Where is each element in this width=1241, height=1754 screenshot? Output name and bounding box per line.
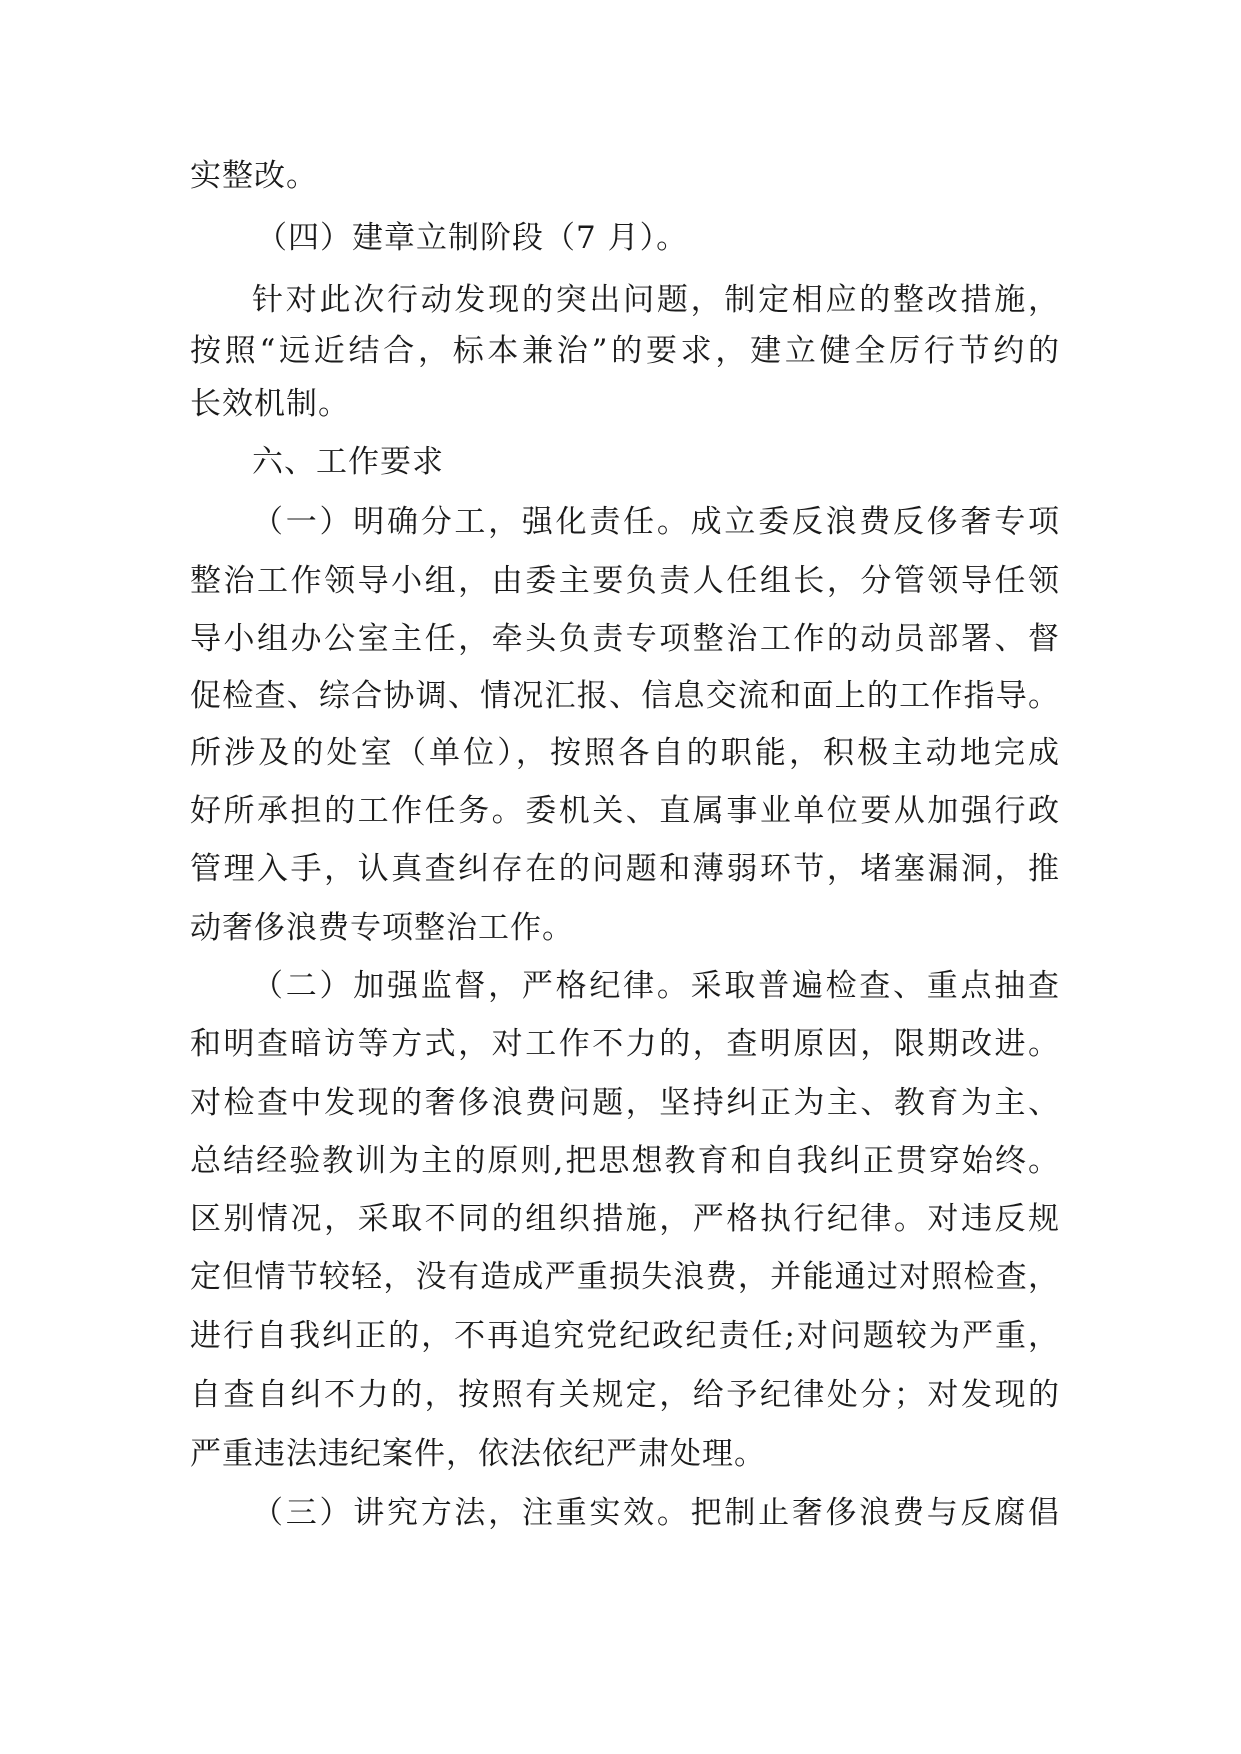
text-line: 动奢侈浪费专项整治工作。 [190, 910, 574, 946]
text-line: 促检查、综合协调、情况汇报、信息交流和面上的工作指导。 [190, 678, 1060, 714]
text-line: 好所承担的工作任务。委机关、直属事业单位要从加强行政 [190, 793, 1060, 829]
text-line: 区别情况，采取不同的组织措施，严格执行纪律。对违反规 [190, 1201, 1060, 1237]
text-line: 长效机制。 [190, 386, 350, 422]
text-line: 按照“远近结合，标本兼治”的要求，建立健全厉行节约的 [190, 333, 1060, 369]
text-line: （一）明确分工，强化责任。成立委反浪费反侈奢专项 [252, 504, 1060, 540]
text-line: 实整改。 [190, 158, 318, 194]
text-line: 整治工作领导小组，由委主要负责人任组长，分管领导任领 [190, 563, 1060, 599]
text-line: （三）讲究方法，注重实效。把制止奢侈浪费与反腐倡 [252, 1495, 1060, 1531]
text-line: 进行自我纠正的，不再追究党纪政纪责任;对问题较为严重， [190, 1318, 1060, 1354]
section-heading: 六、工作要求 [252, 444, 444, 480]
text-line: 定但情节较轻，没有造成严重损失浪费，并能通过对照检查， [190, 1259, 1060, 1295]
text-line: 导小组办公室主任，牵头负责专项整治工作的动员部署、督 [190, 621, 1060, 657]
text-line: 管理入手，认真查纠存在的问题和薄弱环节，堵塞漏洞，推 [190, 851, 1060, 887]
text-line: 总结经验教训为主的原则,把思想教育和自我纠正贯穿始终。 [190, 1143, 1060, 1179]
text-line: 和明查暗访等方式，对工作不力的，查明原因，限期改进。 [190, 1026, 1060, 1062]
section-heading: （四）建章立制阶段（7 月）。 [256, 220, 689, 256]
text-line: 对检查中发现的奢侈浪费问题，坚持纠正为主、教育为主、 [190, 1085, 1060, 1121]
text-line: 所涉及的处室（单位），按照各自的职能，积极主动地完成 [190, 735, 1060, 771]
text-line: （二）加强监督，严格纪律。采取普遍检查、重点抽查 [252, 968, 1060, 1004]
text-line: 严重违法违纪案件，依法依纪严肃处理。 [190, 1436, 766, 1472]
text-line: 针对此次行动发现的突出问题，制定相应的整改措施， [252, 282, 1060, 318]
text-line: 自查自纠不力的，按照有关规定，给予纪律处分；对发现的 [190, 1377, 1060, 1413]
